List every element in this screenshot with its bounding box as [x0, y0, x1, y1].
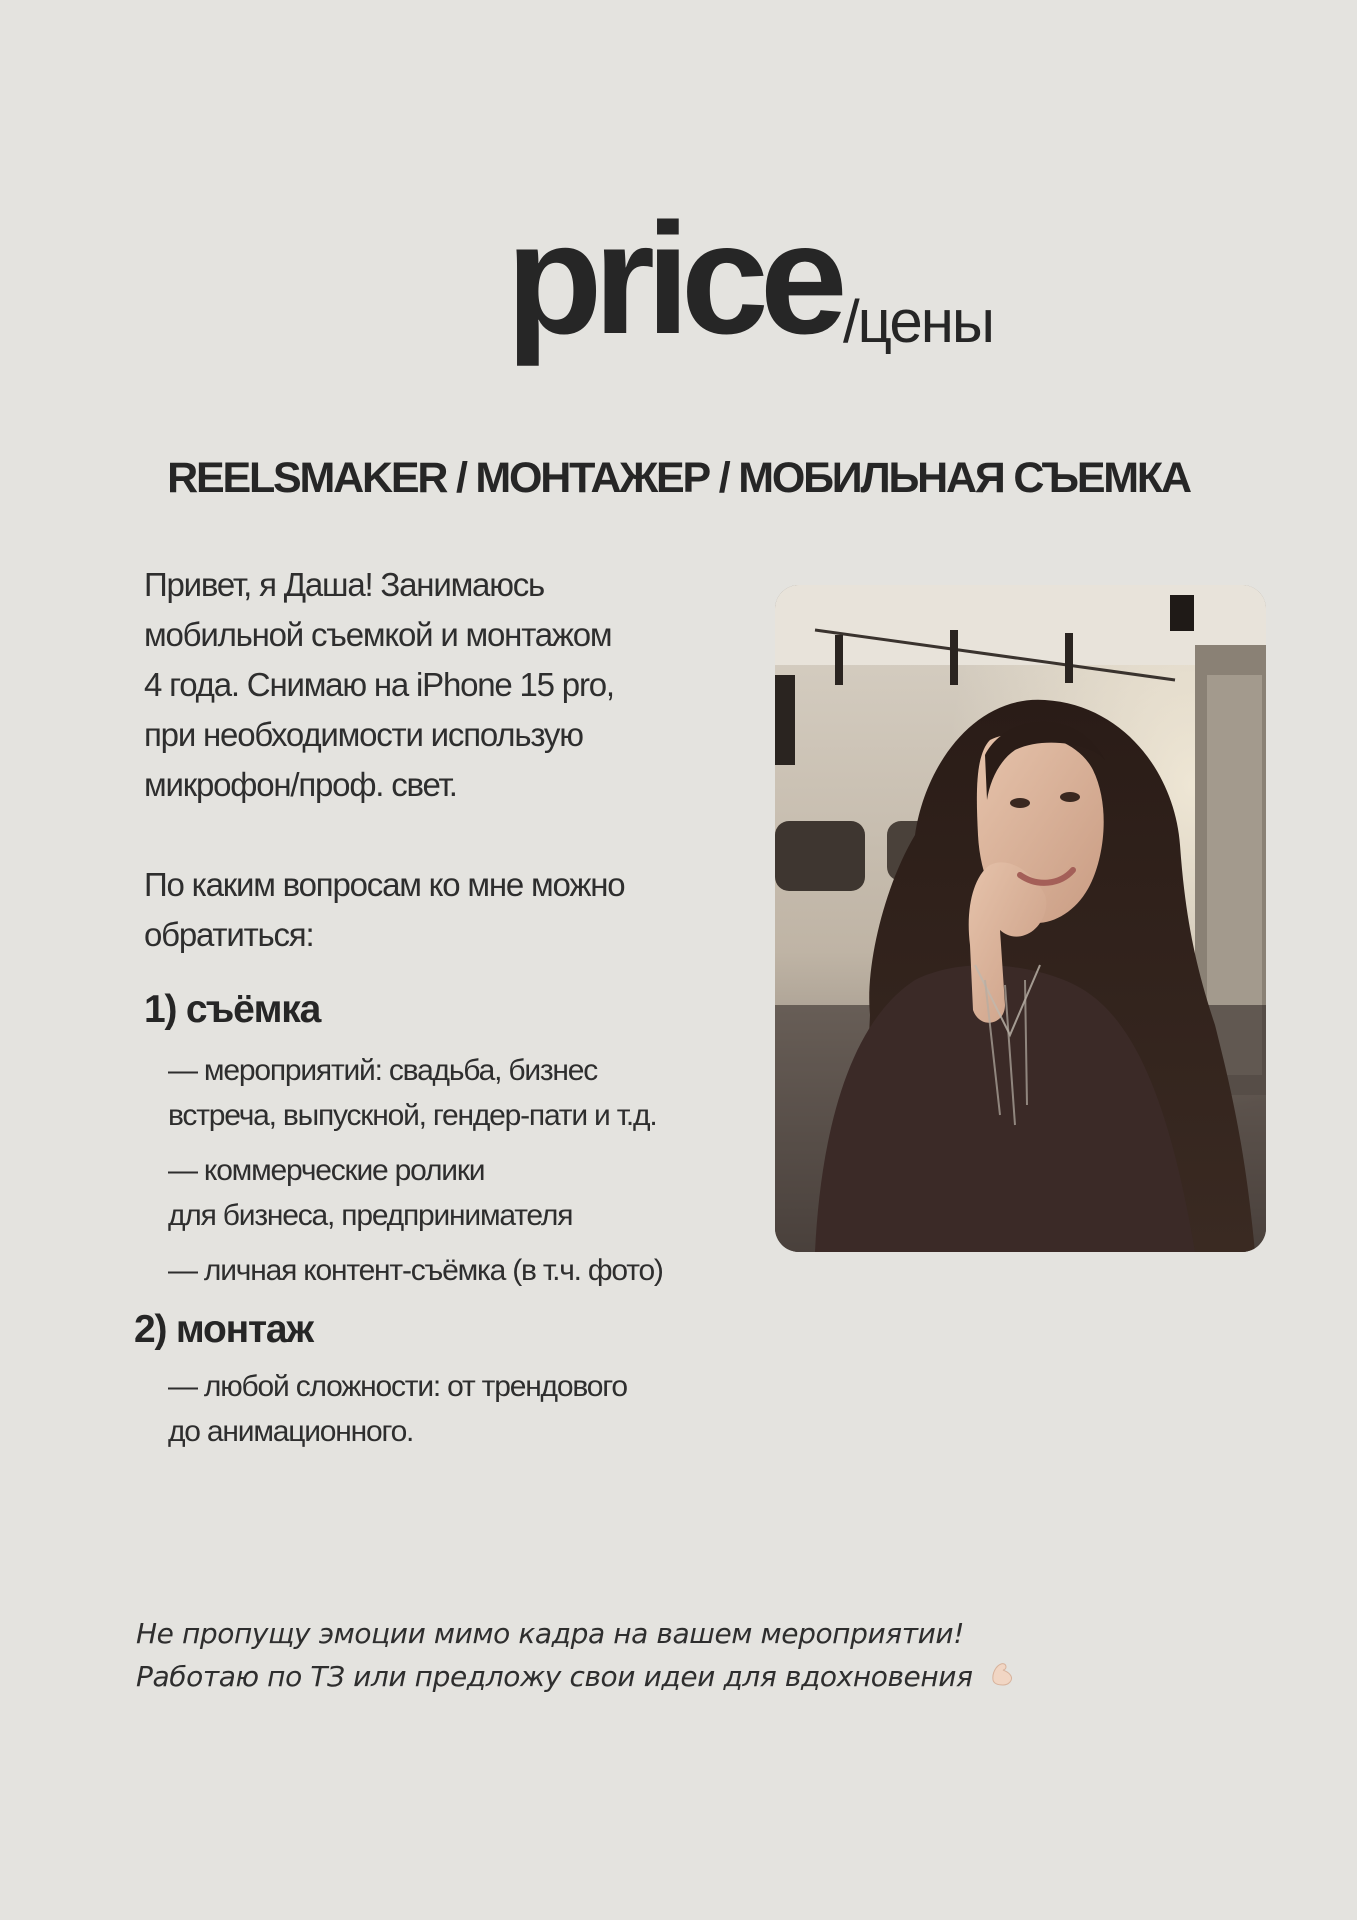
- portrait-photo: [775, 585, 1266, 1252]
- page-title: price: [506, 191, 839, 367]
- list-item: [168, 1148, 768, 1238]
- list-item-line: до анимационного.: [168, 1415, 414, 1448]
- intro-line: при необходимости использую: [144, 716, 583, 753]
- services-subtitle: REELSMAKER / МОНТАЖЕР / МОБИЛЬНАЯ СЪЕМКА: [167, 454, 1190, 502]
- intro-line: Привет, я Даша! Занимаюсь: [144, 566, 545, 603]
- list-item-line: — коммерческие ролики: [168, 1154, 485, 1187]
- list-item: [168, 1364, 768, 1454]
- section-heading-shooting: 1) съёмка: [144, 988, 321, 1031]
- footer-line: Не пропущу эмоции мимо кадра на вашем мероприятии!: [136, 1617, 965, 1650]
- flexed-biceps-icon: [987, 1657, 1017, 1700]
- intro-line: мобильной съемкой и монтажом: [144, 616, 612, 653]
- footer-note: [136, 1612, 1236, 1700]
- list-item-line: встреча, выпускной, гендер-пати и т.д.: [168, 1099, 657, 1132]
- question-line: обратиться:: [144, 916, 314, 953]
- intro-text: [144, 560, 744, 810]
- list-item: [168, 1048, 768, 1138]
- portrait-illustration: [775, 585, 1266, 1252]
- list-item-line: — личная контент-съёмка (в т.ч. фото): [168, 1254, 663, 1287]
- question-line: По каким вопросам ко мне можно: [144, 866, 625, 903]
- footer-line-text: Работаю по ТЗ или предложу свои идеи для вдохновения: [136, 1660, 973, 1693]
- intro-line: 4 года. Снимаю на iPhone 15 pro,: [144, 666, 614, 703]
- page-header: [0, 191, 1357, 380]
- page-title-suffix: /цены: [843, 288, 993, 355]
- section-heading-editing: 2) монтаж: [134, 1308, 313, 1351]
- list-item-line: — любой сложности: от трендового: [168, 1370, 627, 1403]
- footer-line: [136, 1655, 1236, 1700]
- list-item: [168, 1248, 768, 1293]
- intro-line: микрофон/проф. свет.: [144, 766, 457, 803]
- question-text: [144, 860, 744, 960]
- list-item-line: — мероприятий: свадьба, бизнес: [168, 1054, 598, 1087]
- list-item-line: для бизнеса, предпринимателя: [168, 1199, 573, 1232]
